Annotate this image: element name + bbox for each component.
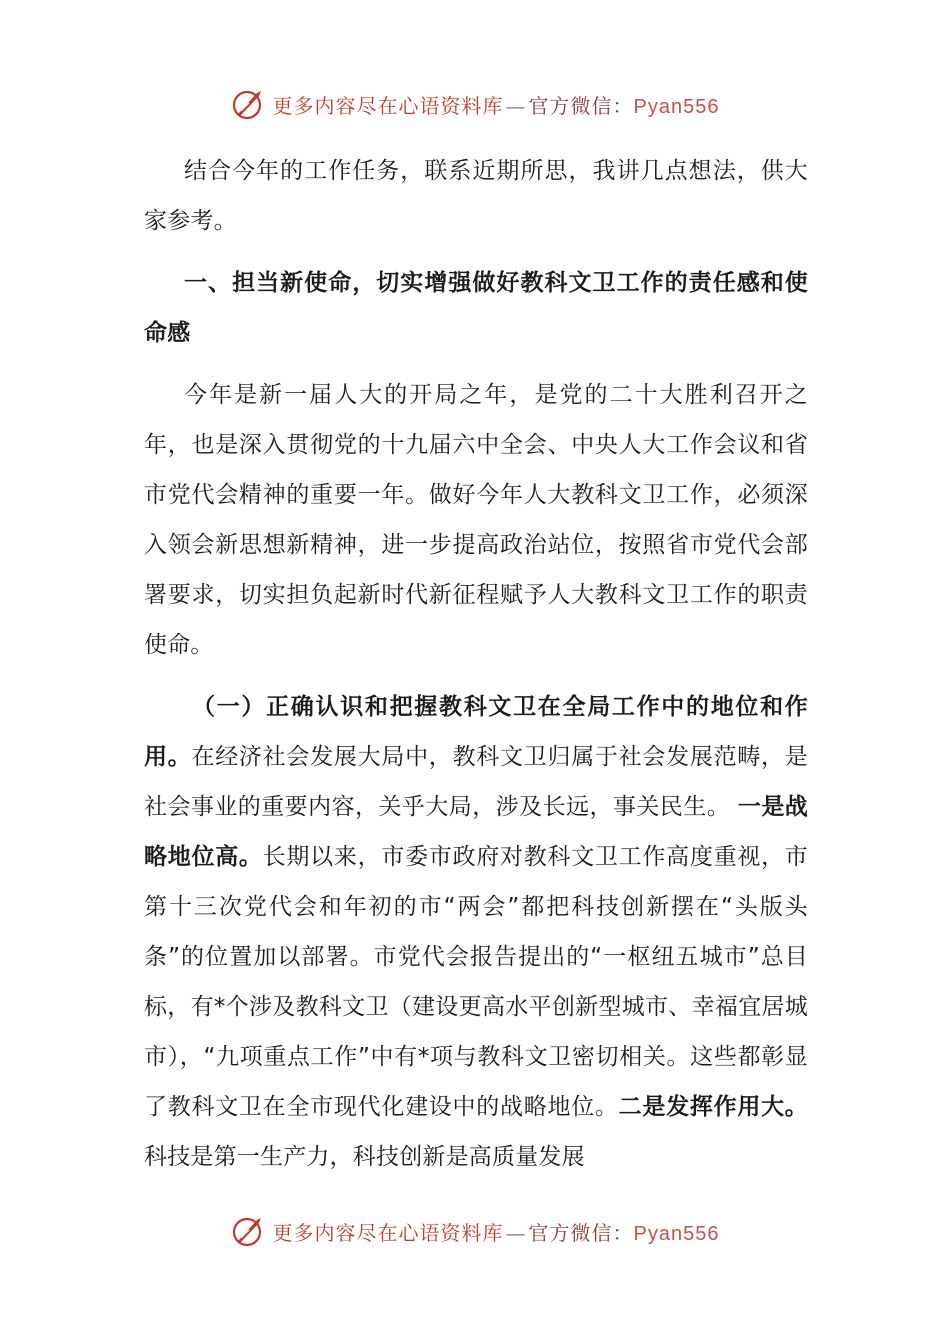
quill-logo-icon	[231, 1214, 265, 1248]
quill-logo-icon	[231, 87, 265, 121]
paragraph-1: 今年是新一届人大的开局之年，是党的二十大胜利召开之年，也是深入贯彻党的十九届六中全会、中央人大工作会议和省市党代会精神的重要一年。做好今年人大教科文卫工作，必须深入领会新思想新精神，进一步提高政治站位，按照省市党代会部署要求，切实担负起新时代新征程赋予人大教科文卫工作的职责使命。	[144, 382, 808, 658]
subsection-1-text: 在经济社会发展大局中，教科文卫归属于社会发展范畴，是社会事业的重要内容，关乎大局，涉及长远，事关民生。	[144, 744, 808, 820]
document-body	[144, 146, 808, 1182]
subsection-1-title: （一）正确认识和把握教科文卫在全局工作中的地位和作用。	[144, 694, 808, 770]
intro-paragraph: 结合今年的工作任务，联系近期所思，我讲几点想法，供大家参考。	[144, 158, 808, 234]
point-2-text: 科技是第一生产力，科技创新是高质量发展	[144, 1144, 585, 1170]
watermark-text: 更多内容尽在心语资料库 — 官方微信：Pyan556	[272, 93, 720, 118]
watermark-text: 更多内容尽在心语资料库 — 官方微信：Pyan556	[272, 1220, 720, 1245]
point-1-text: 长期以来，市委市政府对教科文卫工作高度重视，市第十三次党代会和年初的市“两会”都把科技创新摆在“头版头条”的位置加以部署。市党代会报告提出的“一枢纽五城市”总目标，有*个涉及教科文卫（建设更高水平创新型城市、幸福宜居城市），“九项重点工作”中有*项与教科文卫密切相关。这些都彰显了教科文卫在全市现代化建设中的战略地位。	[144, 844, 808, 1120]
point-1-title: 一是战略地位高。	[144, 794, 808, 870]
point-2-title: 二是发挥作用大。	[618, 1094, 809, 1120]
subsection-1-paragraph	[144, 682, 808, 1182]
footer-watermark-banner	[0, 1209, 950, 1253]
section-heading-1: 一、担当新使命，切实增强做好教科文卫工作的责任感和使命感	[144, 270, 808, 346]
header-watermark-banner	[0, 82, 950, 126]
